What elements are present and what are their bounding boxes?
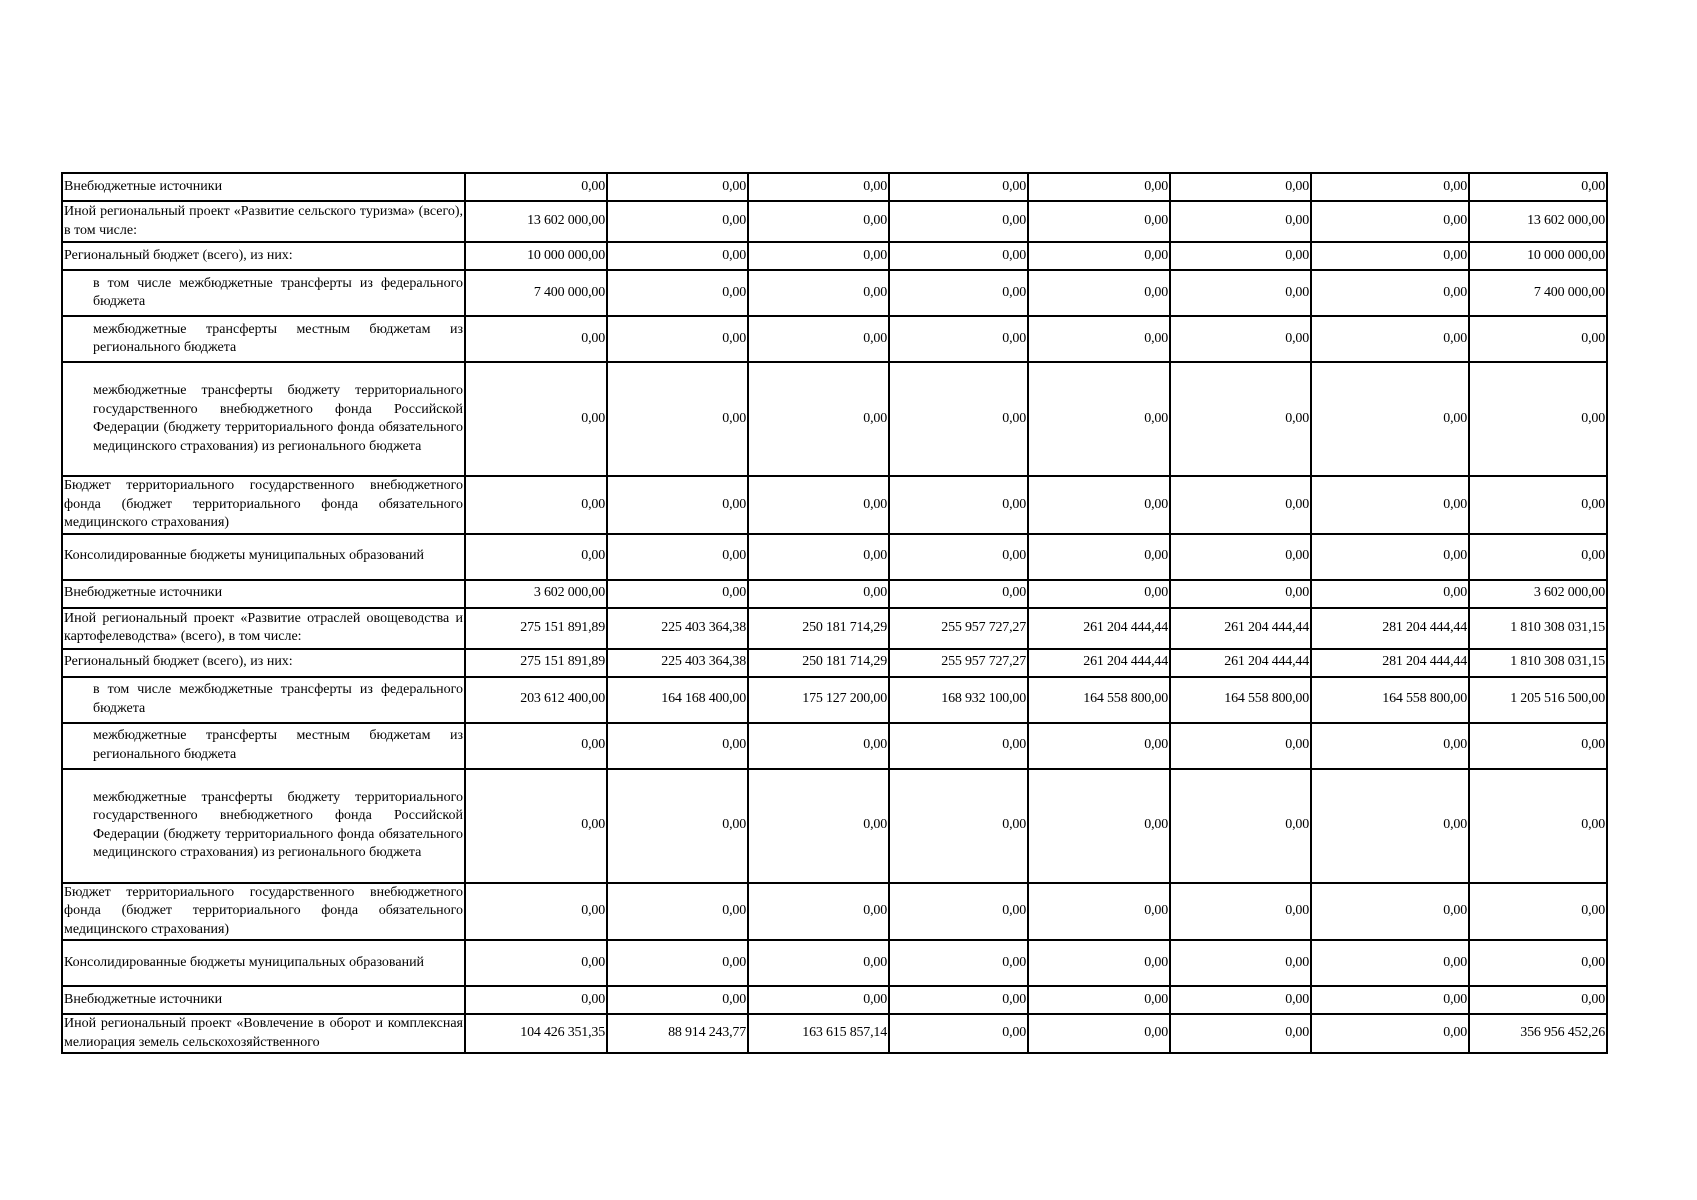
value-cell: 0,00: [1170, 580, 1311, 608]
value-cell: 0,00: [1311, 270, 1469, 316]
value-cell: 0,00: [889, 316, 1028, 362]
value-cell: 0,00: [607, 883, 748, 941]
value-cell: 0,00: [1311, 723, 1469, 769]
total-cell: 1 810 308 031,15: [1469, 649, 1607, 677]
row-label: в том числе межбюджетные трансферты из федерального бюджета: [62, 270, 465, 316]
value-cell: 0,00: [465, 316, 607, 362]
value-cell: 0,00: [748, 769, 889, 883]
value-cell: 0,00: [748, 723, 889, 769]
value-cell: 0,00: [889, 476, 1028, 534]
value-cell: 0,00: [1028, 476, 1170, 534]
value-cell: 0,00: [607, 242, 748, 270]
value-cell: 0,00: [1311, 242, 1469, 270]
value-cell: 250 181 714,29: [748, 649, 889, 677]
value-cell: 0,00: [1311, 883, 1469, 941]
value-cell: 281 204 444,44: [1311, 608, 1469, 649]
value-cell: 13 602 000,00: [465, 201, 607, 242]
value-cell: 0,00: [1170, 316, 1311, 362]
value-cell: 0,00: [1311, 1014, 1469, 1053]
value-cell: 0,00: [465, 362, 607, 476]
total-cell: 0,00: [1469, 534, 1607, 580]
value-cell: 0,00: [1311, 986, 1469, 1014]
table-row: [62, 173, 1607, 201]
total-cell: 0,00: [1469, 173, 1607, 201]
value-cell: 0,00: [1311, 940, 1469, 986]
row-label: Иной региональный проект «Развитие отраслей овощеводства и картофелеводства» (всего), в том числе:: [62, 608, 465, 649]
value-cell: 0,00: [607, 986, 748, 1014]
value-cell: 163 615 857,14: [748, 1014, 889, 1053]
table-row: [62, 242, 1607, 270]
value-cell: 0,00: [889, 201, 1028, 242]
value-cell: 0,00: [1028, 1014, 1170, 1053]
value-cell: 0,00: [748, 476, 889, 534]
total-cell: 7 400 000,00: [1469, 270, 1607, 316]
total-cell: 10 000 000,00: [1469, 242, 1607, 270]
value-cell: 0,00: [889, 362, 1028, 476]
value-cell: 0,00: [465, 476, 607, 534]
value-cell: 0,00: [889, 940, 1028, 986]
value-cell: 0,00: [607, 316, 748, 362]
table-row: [62, 362, 1607, 476]
value-cell: 0,00: [889, 723, 1028, 769]
value-cell: 0,00: [889, 173, 1028, 201]
total-cell: 1 205 516 500,00: [1469, 677, 1607, 723]
value-cell: 0,00: [1311, 476, 1469, 534]
row-label: Внебюджетные источники: [62, 986, 465, 1014]
value-cell: 225 403 364,38: [607, 649, 748, 677]
value-cell: 0,00: [1028, 940, 1170, 986]
value-cell: 0,00: [1170, 476, 1311, 534]
budget-table-body: [62, 173, 1607, 1053]
total-cell: 3 602 000,00: [1469, 580, 1607, 608]
row-label: Бюджет территориального государственного внебюджетного фонда (бюджет территориального фонда обязательного медицинского страхования): [62, 476, 465, 534]
value-cell: 164 558 800,00: [1170, 677, 1311, 723]
total-cell: 0,00: [1469, 940, 1607, 986]
value-cell: 0,00: [465, 883, 607, 941]
value-cell: 0,00: [1311, 769, 1469, 883]
value-cell: 0,00: [1170, 242, 1311, 270]
value-cell: 0,00: [1028, 534, 1170, 580]
table-row: [62, 608, 1607, 649]
value-cell: 0,00: [1170, 940, 1311, 986]
value-cell: 0,00: [465, 986, 607, 1014]
table-row: [62, 534, 1607, 580]
value-cell: 0,00: [607, 173, 748, 201]
value-cell: 0,00: [1028, 883, 1170, 941]
value-cell: 0,00: [607, 270, 748, 316]
value-cell: 261 204 444,44: [1028, 649, 1170, 677]
value-cell: 0,00: [889, 769, 1028, 883]
value-cell: 0,00: [607, 201, 748, 242]
table-row: [62, 677, 1607, 723]
value-cell: 0,00: [607, 769, 748, 883]
value-cell: 0,00: [607, 476, 748, 534]
row-label: Региональный бюджет (всего), из них:: [62, 242, 465, 270]
value-cell: 255 957 727,27: [889, 608, 1028, 649]
value-cell: 275 151 891,89: [465, 608, 607, 649]
row-label: межбюджетные трансферты бюджету территориального государственного внебюджетного фонда Российской Федерации (бюджету территориального фонда обязательного медицинского страхования) из регионального бюджета: [62, 769, 465, 883]
row-label: межбюджетные трансферты местным бюджетам из регионального бюджета: [62, 316, 465, 362]
value-cell: 104 426 351,35: [465, 1014, 607, 1053]
row-label: межбюджетные трансферты местным бюджетам из регионального бюджета: [62, 723, 465, 769]
row-label: Иной региональный проект «Развитие сельского туризма» (всего), в том числе:: [62, 201, 465, 242]
value-cell: 261 204 444,44: [1170, 608, 1311, 649]
table-row: [62, 316, 1607, 362]
value-cell: 0,00: [1311, 173, 1469, 201]
value-cell: 175 127 200,00: [748, 677, 889, 723]
value-cell: 0,00: [607, 940, 748, 986]
value-cell: 0,00: [748, 201, 889, 242]
table-row: [62, 769, 1607, 883]
table-row: [62, 940, 1607, 986]
total-cell: 0,00: [1469, 476, 1607, 534]
value-cell: 0,00: [1311, 534, 1469, 580]
value-cell: 0,00: [748, 986, 889, 1014]
value-cell: 0,00: [607, 534, 748, 580]
table-row: [62, 270, 1607, 316]
value-cell: 0,00: [1028, 242, 1170, 270]
total-cell: 0,00: [1469, 883, 1607, 941]
value-cell: 0,00: [889, 270, 1028, 316]
value-cell: 0,00: [1311, 362, 1469, 476]
value-cell: 0,00: [1028, 316, 1170, 362]
value-cell: 0,00: [1028, 769, 1170, 883]
value-cell: 0,00: [748, 270, 889, 316]
table-row: [62, 1014, 1607, 1053]
table-row: [62, 580, 1607, 608]
value-cell: 225 403 364,38: [607, 608, 748, 649]
value-cell: 0,00: [889, 1014, 1028, 1053]
value-cell: 0,00: [1170, 723, 1311, 769]
value-cell: 275 151 891,89: [465, 649, 607, 677]
value-cell: 88 914 243,77: [607, 1014, 748, 1053]
table-row: [62, 986, 1607, 1014]
value-cell: 255 957 727,27: [889, 649, 1028, 677]
row-label: Внебюджетные источники: [62, 580, 465, 608]
row-label: межбюджетные трансферты бюджету территориального государственного внебюджетного фонда Российской Федерации (бюджету территориального фонда обязательного медицинского страхования) из регионального бюджета: [62, 362, 465, 476]
value-cell: 250 181 714,29: [748, 608, 889, 649]
value-cell: 0,00: [748, 362, 889, 476]
total-cell: 0,00: [1469, 986, 1607, 1014]
value-cell: 7 400 000,00: [465, 270, 607, 316]
value-cell: 0,00: [748, 242, 889, 270]
value-cell: 3 602 000,00: [465, 580, 607, 608]
total-cell: 0,00: [1469, 316, 1607, 362]
value-cell: 0,00: [889, 580, 1028, 608]
total-cell: 0,00: [1469, 723, 1607, 769]
value-cell: 0,00: [465, 534, 607, 580]
value-cell: 0,00: [1028, 201, 1170, 242]
row-label: Иной региональный проект «Вовлечение в оборот и комплексная мелиорация земель сельскохозяйственного: [62, 1014, 465, 1053]
row-label: Внебюджетные источники: [62, 173, 465, 201]
row-label: Консолидированные бюджеты муниципальных образований: [62, 940, 465, 986]
value-cell: 0,00: [607, 723, 748, 769]
row-label: Бюджет территориального государственного внебюджетного фонда (бюджет территориального фонда обязательного медицинского страхования): [62, 883, 465, 941]
value-cell: 0,00: [465, 769, 607, 883]
table-row: [62, 883, 1607, 941]
value-cell: 0,00: [748, 316, 889, 362]
table-row: [62, 476, 1607, 534]
value-cell: 0,00: [465, 723, 607, 769]
value-cell: 281 204 444,44: [1311, 649, 1469, 677]
total-cell: 356 956 452,26: [1469, 1014, 1607, 1053]
value-cell: 0,00: [748, 883, 889, 941]
value-cell: 0,00: [748, 940, 889, 986]
value-cell: 0,00: [465, 173, 607, 201]
total-cell: 0,00: [1469, 769, 1607, 883]
value-cell: 0,00: [1028, 362, 1170, 476]
table-row: [62, 201, 1607, 242]
value-cell: 0,00: [889, 534, 1028, 580]
total-cell: 0,00: [1469, 362, 1607, 476]
value-cell: 0,00: [1170, 534, 1311, 580]
value-cell: 261 204 444,44: [1028, 608, 1170, 649]
row-label: Региональный бюджет (всего), из них:: [62, 649, 465, 677]
value-cell: 164 558 800,00: [1028, 677, 1170, 723]
value-cell: 0,00: [1311, 201, 1469, 242]
value-cell: 0,00: [1028, 270, 1170, 316]
value-cell: 0,00: [607, 580, 748, 608]
value-cell: 168 932 100,00: [889, 677, 1028, 723]
value-cell: 0,00: [1311, 580, 1469, 608]
budget-table: [61, 172, 1608, 1054]
row-label: в том числе межбюджетные трансферты из федерального бюджета: [62, 677, 465, 723]
value-cell: 0,00: [1170, 173, 1311, 201]
table-row: [62, 723, 1607, 769]
value-cell: 0,00: [465, 940, 607, 986]
value-cell: 0,00: [1170, 270, 1311, 316]
value-cell: 203 612 400,00: [465, 677, 607, 723]
value-cell: 0,00: [889, 986, 1028, 1014]
value-cell: 164 168 400,00: [607, 677, 748, 723]
value-cell: 0,00: [1170, 769, 1311, 883]
value-cell: 10 000 000,00: [465, 242, 607, 270]
value-cell: 164 558 800,00: [1311, 677, 1469, 723]
value-cell: 0,00: [748, 173, 889, 201]
value-cell: 0,00: [1170, 986, 1311, 1014]
value-cell: 0,00: [889, 883, 1028, 941]
value-cell: 0,00: [1170, 883, 1311, 941]
value-cell: 0,00: [1170, 362, 1311, 476]
value-cell: 0,00: [607, 362, 748, 476]
value-cell: 0,00: [1028, 580, 1170, 608]
value-cell: 0,00: [889, 242, 1028, 270]
total-cell: 1 810 308 031,15: [1469, 608, 1607, 649]
value-cell: 0,00: [1170, 1014, 1311, 1053]
value-cell: 0,00: [1311, 316, 1469, 362]
value-cell: 261 204 444,44: [1170, 649, 1311, 677]
value-cell: 0,00: [748, 580, 889, 608]
total-cell: 13 602 000,00: [1469, 201, 1607, 242]
value-cell: 0,00: [1028, 986, 1170, 1014]
row-label: Консолидированные бюджеты муниципальных образований: [62, 534, 465, 580]
value-cell: 0,00: [1028, 723, 1170, 769]
value-cell: 0,00: [1170, 201, 1311, 242]
value-cell: 0,00: [1028, 173, 1170, 201]
value-cell: 0,00: [748, 534, 889, 580]
table-row: [62, 649, 1607, 677]
